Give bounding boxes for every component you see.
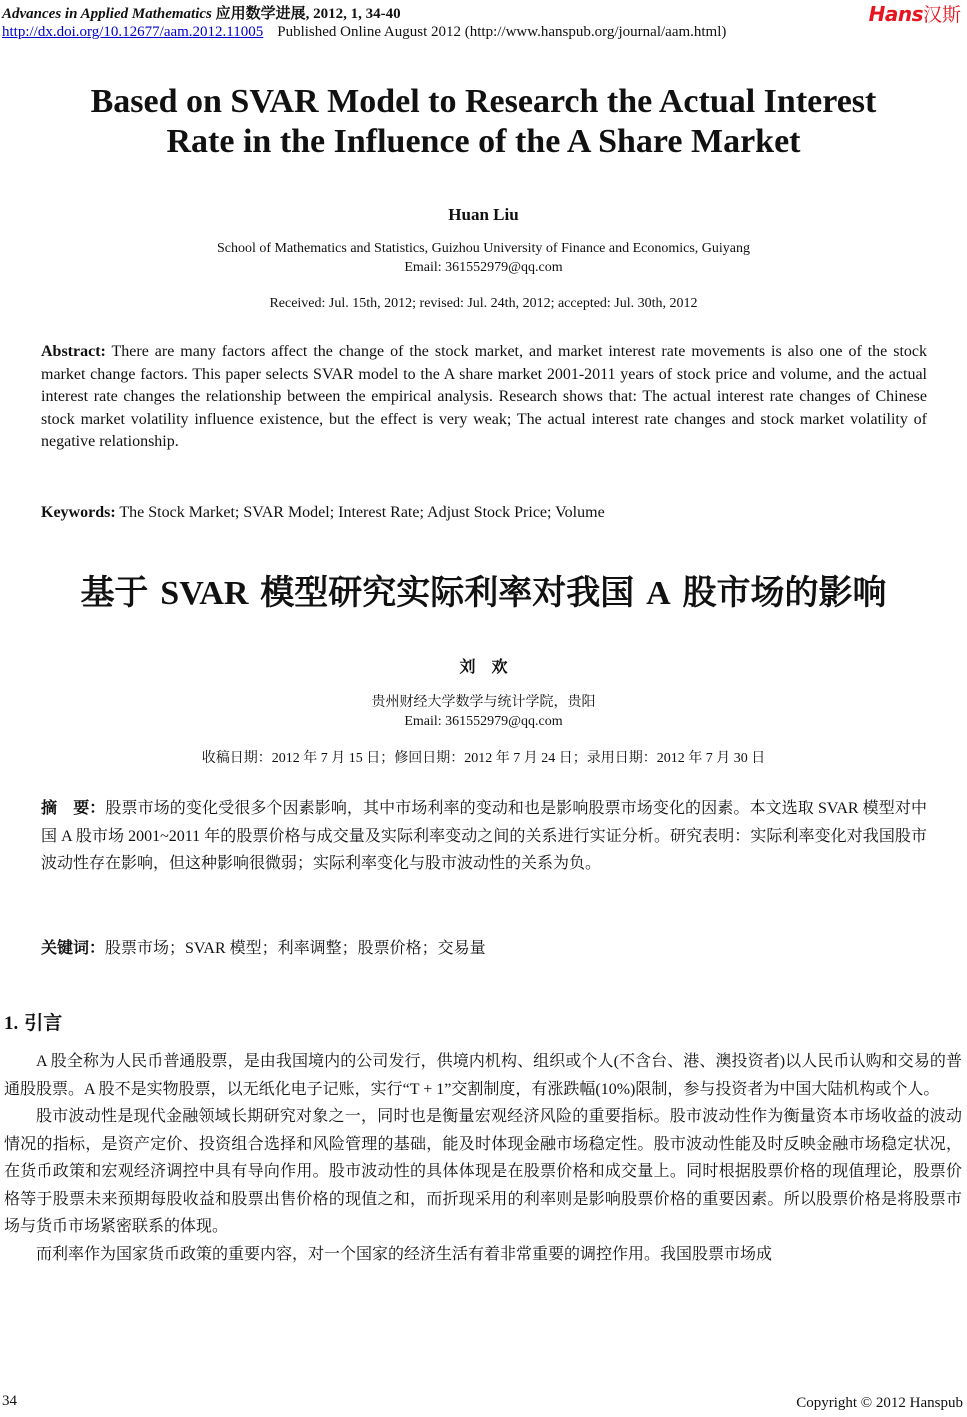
section-title: 引言 [24, 1012, 63, 1034]
email-cn: Email: 361552979@qq.com [404, 714, 563, 729]
paper-title-cn [0, 565, 967, 614]
keywords-cn-text: 股票市场；SVAR 模型；利率调整；股票价格；交易量 [105, 940, 486, 957]
affiliation-cn: 贵州财经大学数学与统计学院，贵阳 [371, 695, 596, 710]
publication-info [2, 24, 726, 41]
journal-header [2, 2, 401, 23]
author-en: Huan Liu [448, 205, 519, 224]
copyright: Copyright © 2012 Hanspub [796, 1395, 963, 1411]
abstract-cn-text: 股票市场的变化受很多个因素影响，其中市场利率的变动和也是影响股票市场变化的因素。本文选取 SVAR 模型对中国 A 股市场 2001~2011 年的股票价格与成交量及实际利率变动之间的关系进行实证分析。研究表明：实际利率变化对我国股市波动性存在影响，但这种影响很微弱；实际利率变化与股市波动性的关系为负。 [41, 800, 927, 872]
title-line-2: Rate in the Influence of the A Share Market [166, 123, 801, 160]
keywords-cn [41, 935, 486, 958]
email-en: Email: 361552979@qq.com [404, 260, 563, 275]
journal-name-cn: 应用数学进展 [215, 6, 306, 22]
title-cn-part: 股市场的影响 [670, 573, 887, 613]
affiliation-en: School of Mathematics and Statistics, Guizhou University of Finance and Economics, Guiyang [216, 241, 751, 256]
page-number: 34 [2, 1393, 17, 1409]
abstract-cn-label: 摘 要： [41, 798, 106, 817]
title-cn-part: 基于 [80, 573, 161, 613]
paper-title-en [0, 82, 967, 162]
abstract-cn [41, 794, 927, 878]
title-cn-a: A [646, 575, 671, 612]
title-cn-part: 模型研究实际利率对我国 [248, 573, 647, 613]
doi-link[interactable]: http://dx.doi.org/10.12677/aam.2012.11005 [2, 24, 264, 40]
keywords-cn-label: 关键词： [41, 938, 106, 957]
section-heading [4, 1008, 62, 1035]
journal-citation: , 2012, 1, 34-40 [305, 6, 401, 22]
section-number: 1. [4, 1013, 19, 1034]
logo-cn: 汉斯 [922, 4, 961, 26]
dates-cn: 收稿日期：2012 年 7 月 15 日；修回日期：2012 年 7 月 24 日；录用日期：2012 年 7 月 30 日 [201, 751, 766, 766]
published-online: Published Online August 2012 (http://www.hanspub.org/journal/aam.html) [277, 24, 727, 40]
abstract-label: Abstract: [41, 343, 106, 360]
journal-name-en: Advances in Applied Mathematics [2, 6, 212, 22]
dates-en: Received: Jul. 15th, 2012; revised: Jul. 24th, 2012; accepted: Jul. 30th, 2012 [269, 296, 698, 311]
abstract-text: There are many factors affect the change of the stock market, and market interest rate movements is also one of the stock market change factors. This paper selects SVAR model to the A share market 2001-2011 years of stock price and volume, and the actual interest rate changes the relationship between the empirical analysis. Research shows that: The actual interest rate changes of Chinese stock market volatility influence existence, but the effect is very weak; The actual interest rate changes and stock market volatility of negative relationship. [41, 343, 927, 451]
publisher-logo [869, 0, 961, 27]
abstract-en [41, 341, 927, 454]
title-line-1: Based on SVAR Model to Research the Actual Interest [90, 83, 877, 120]
keywords-en [41, 504, 605, 522]
author-cn: 刘欢 [459, 659, 524, 676]
paragraph: 而利率作为国家货币政策的重要内容，对一个国家的经济生活有着非常重要的调控作用。我国股票市场成 [36, 1245, 773, 1263]
keywords-label: Keywords: [41, 504, 116, 521]
title-cn-svar: SVAR [160, 575, 249, 612]
paragraph: A 股全称为人民币普通股票，是由我国境内的公司发行，供境内机构、组织或个人(不含台、港、澳投资者)以人民币认购和交易的普通股股票。A 股不是实物股票，以无纸化电子记账，实行“T + 1”交割制度，有涨跌幅(10%)限制，参与投资者为中国大陆机构或个人。 [4, 1053, 962, 1098]
section-body [4, 1048, 962, 1268]
logo-latin: Hans [868, 2, 923, 26]
keywords-text: The Stock Market; SVAR Model; Interest Rate; Adjust Stock Price; Volume [115, 504, 605, 521]
paragraph: 股市波动性是现代金融领域长期研究对象之一，同时也是衡量宏观经济风险的重要指标。股市波动性作为衡量资本市场收益的波动情况的指标，是资产定价、投资组合选择和风险管理的基础，能及时体现金融市场稳定性。股市波动性能及时反映金融市场稳定状况，在货币政策和宏观经济调控中具有导向作用。股市波动性的具体体现是在股票价格和成交量上。同时根据股票价格的现值理论，股票价格等于股票未来预期每股收益和股票出售价格的现值之和，而折现采用的利率则是影响股票价格的重要因素。所以股票价格是将股票市场与货币市场紧密联系的体现。 [4, 1108, 962, 1235]
